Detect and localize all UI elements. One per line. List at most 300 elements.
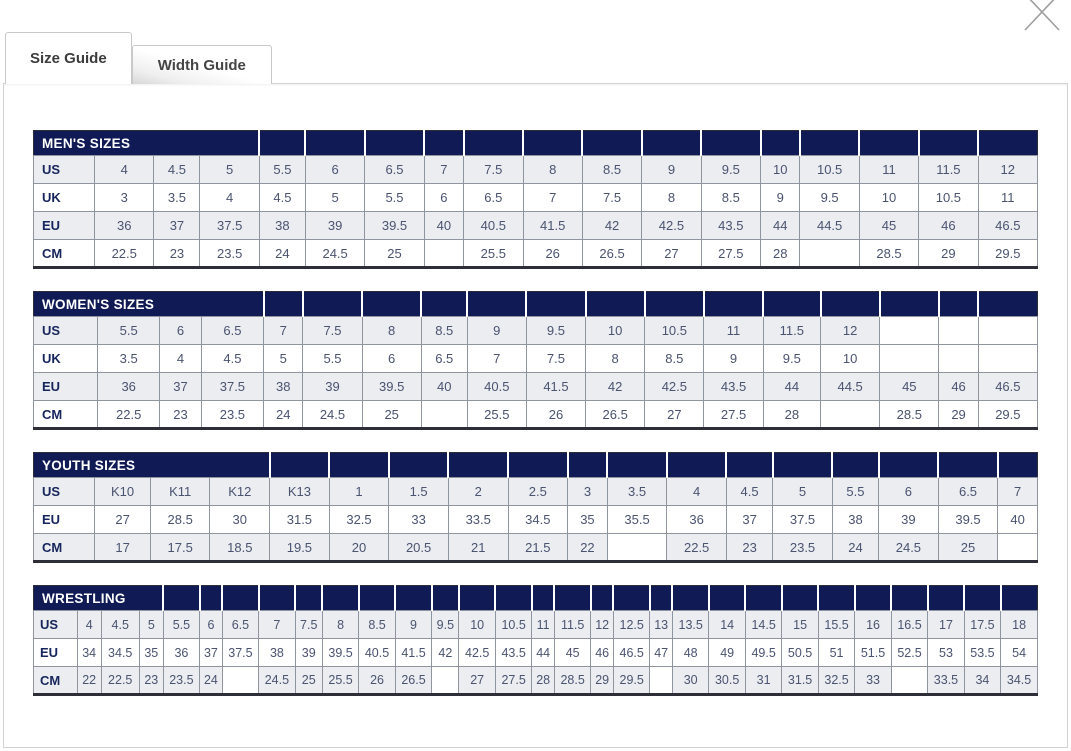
youth-sizes-block bbox=[33, 452, 1038, 563]
header-spacer-cell bbox=[880, 292, 939, 317]
size-cell: 9.5 bbox=[526, 317, 585, 345]
size-cell: 42.5 bbox=[459, 639, 495, 667]
size-cell: 15.5 bbox=[818, 611, 854, 639]
size-cell bbox=[800, 240, 859, 268]
size-cell: 25 bbox=[938, 534, 998, 562]
size-cell: 40.5 bbox=[464, 212, 523, 240]
header-spacer-cell bbox=[891, 586, 927, 611]
header-spacer-cell bbox=[329, 453, 389, 478]
size-cell: 8.5 bbox=[359, 611, 395, 639]
size-cell: 10 bbox=[821, 345, 880, 373]
size-cell: 39.5 bbox=[938, 506, 998, 534]
size-cell: 11.5 bbox=[919, 156, 978, 184]
header-spacer-cell bbox=[978, 131, 1037, 156]
size-cell: 4.5 bbox=[726, 478, 772, 506]
size-cell bbox=[424, 240, 463, 268]
size-cell: 38 bbox=[264, 373, 303, 401]
size-cell: 3.5 bbox=[98, 345, 160, 373]
header-spacer-cell bbox=[607, 453, 667, 478]
size-cell: 22 bbox=[77, 667, 101, 695]
size-cell: 51.5 bbox=[855, 639, 891, 667]
size-cell: 3 bbox=[95, 184, 154, 212]
women-s-sizes-table bbox=[33, 291, 1038, 430]
size-cell: 24.5 bbox=[259, 667, 295, 695]
size-cell bbox=[939, 345, 978, 373]
size-cell: 36 bbox=[98, 373, 160, 401]
size-cell: 25 bbox=[365, 240, 424, 268]
size-cell: 5 bbox=[264, 345, 303, 373]
size-cell: 25.5 bbox=[464, 240, 523, 268]
header-spacer-cell bbox=[745, 586, 781, 611]
size-cell: 7.5 bbox=[464, 156, 523, 184]
row-label-eu: EU bbox=[34, 373, 98, 401]
size-cell: 40.5 bbox=[467, 373, 526, 401]
header-spacer-cell bbox=[879, 453, 939, 478]
size-cell: 5.5 bbox=[303, 345, 362, 373]
size-cell bbox=[821, 401, 880, 429]
size-cell: 30 bbox=[210, 506, 270, 534]
size-cell: 39.5 bbox=[362, 373, 421, 401]
size-cell: 23 bbox=[154, 240, 200, 268]
size-cell: 14.5 bbox=[745, 611, 781, 639]
size-cell: 8 bbox=[586, 345, 645, 373]
size-cell: 25 bbox=[295, 667, 322, 695]
size-cell bbox=[998, 534, 1038, 562]
size-cell: 29.5 bbox=[613, 667, 649, 695]
size-cell: 46.5 bbox=[978, 373, 1037, 401]
size-cell: 37.5 bbox=[773, 506, 833, 534]
size-cell: 44 bbox=[763, 373, 820, 401]
size-cell: 44.5 bbox=[800, 212, 859, 240]
size-cell bbox=[978, 345, 1037, 373]
size-cell: 33.5 bbox=[928, 667, 964, 695]
size-cell: 7 bbox=[467, 345, 526, 373]
men-s-sizes-block bbox=[33, 130, 1038, 269]
header-spacer-cell bbox=[939, 292, 978, 317]
size-cell: 10 bbox=[459, 611, 495, 639]
size-cell: 23.5 bbox=[773, 534, 833, 562]
header-spacer-cell bbox=[222, 586, 258, 611]
table-row-us bbox=[34, 611, 1038, 639]
header-spacer-cell bbox=[964, 586, 1000, 611]
size-cell: 42 bbox=[582, 212, 641, 240]
size-cell: 28 bbox=[761, 240, 800, 268]
header-spacer-cell bbox=[532, 586, 555, 611]
table-row-us bbox=[34, 317, 1038, 345]
close-x-icon bbox=[1015, 0, 1067, 42]
header-spacer-cell bbox=[432, 586, 459, 611]
size-cell: 49.5 bbox=[745, 639, 781, 667]
header-spacer-cell bbox=[773, 453, 833, 478]
size-cell: 32.5 bbox=[818, 667, 854, 695]
size-cell: 12 bbox=[978, 156, 1037, 184]
size-cell: 29 bbox=[591, 667, 614, 695]
tab-size-guide[interactable] bbox=[5, 32, 132, 84]
size-cell: 39 bbox=[879, 506, 939, 534]
size-cell: 9.5 bbox=[800, 184, 859, 212]
size-cell: 45 bbox=[880, 373, 939, 401]
tab-width-guide-label: Width Guide bbox=[157, 56, 246, 74]
size-cell: 37 bbox=[726, 506, 772, 534]
size-cell: 17 bbox=[928, 611, 964, 639]
size-cell: 17.5 bbox=[964, 611, 1000, 639]
size-cell: 20.5 bbox=[389, 534, 449, 562]
size-cell: 46 bbox=[591, 639, 614, 667]
size-cell: 6.5 bbox=[201, 317, 263, 345]
size-cell: 53.5 bbox=[964, 639, 1000, 667]
modal-body bbox=[3, 83, 1068, 748]
size-cell: 11 bbox=[978, 184, 1037, 212]
tab-size-guide-label: Size Guide bbox=[30, 50, 107, 67]
header-spacer-cell bbox=[800, 131, 859, 156]
size-cell: 40 bbox=[998, 506, 1038, 534]
size-cell: 21 bbox=[448, 534, 508, 562]
header-spacer-cell bbox=[448, 453, 508, 478]
size-cell: 23.5 bbox=[201, 401, 263, 429]
size-cell: 45 bbox=[554, 639, 590, 667]
size-cell: 8.5 bbox=[701, 184, 760, 212]
size-cell: 6.5 bbox=[222, 611, 258, 639]
size-cell: 8 bbox=[642, 184, 701, 212]
header-spacer-cell bbox=[919, 131, 978, 156]
size-cell: 39 bbox=[305, 212, 364, 240]
size-cell: 35.5 bbox=[607, 506, 667, 534]
size-cell: 9.5 bbox=[763, 345, 820, 373]
size-cell: 31.5 bbox=[270, 506, 330, 534]
header-spacer-cell bbox=[568, 453, 608, 478]
size-cell: 30 bbox=[672, 667, 708, 695]
close-button[interactable] bbox=[1015, 0, 1067, 42]
header-spacer-cell bbox=[554, 586, 590, 611]
size-cell: 5.5 bbox=[259, 156, 305, 184]
size-cell: 17.5 bbox=[150, 534, 210, 562]
size-cell: 28.5 bbox=[859, 240, 918, 268]
size-cell: 3.5 bbox=[154, 184, 200, 212]
table-row-uk bbox=[34, 345, 1038, 373]
header-spacer-cell bbox=[1001, 586, 1038, 611]
women-s-sizes-title: WOMEN'S SIZES bbox=[34, 292, 264, 317]
header-spacer-cell bbox=[322, 586, 358, 611]
size-cell: 11.5 bbox=[763, 317, 820, 345]
size-cell: 46.5 bbox=[613, 639, 649, 667]
table-row-cm bbox=[34, 534, 1038, 562]
size-cell: 38 bbox=[259, 212, 305, 240]
size-cell: 35 bbox=[139, 639, 163, 667]
header-spacer-cell bbox=[978, 292, 1037, 317]
row-label-us: US bbox=[34, 611, 78, 639]
size-cell: 25.5 bbox=[322, 667, 358, 695]
size-cell: 6 bbox=[305, 156, 364, 184]
size-cell: 30.5 bbox=[709, 667, 745, 695]
size-cell: 26.5 bbox=[395, 667, 431, 695]
size-cell: 9 bbox=[761, 184, 800, 212]
size-tables bbox=[33, 130, 1038, 696]
row-label-us: US bbox=[34, 156, 95, 184]
size-cell: 9.5 bbox=[701, 156, 760, 184]
size-cell: 46.5 bbox=[978, 212, 1037, 240]
size-cell: 40.5 bbox=[359, 639, 395, 667]
women-s-sizes-block bbox=[33, 291, 1038, 430]
table-row-cm bbox=[34, 240, 1038, 268]
size-cell: 4 bbox=[77, 611, 101, 639]
size-cell: 42.5 bbox=[642, 212, 701, 240]
header-spacer-cell bbox=[763, 292, 820, 317]
row-label-uk: UK bbox=[34, 184, 95, 212]
size-cell: 52.5 bbox=[891, 639, 927, 667]
size-cell: 9 bbox=[642, 156, 701, 184]
size-cell: 34.5 bbox=[101, 639, 139, 667]
header-spacer-cell bbox=[163, 586, 199, 611]
size-cell: 7.5 bbox=[303, 317, 362, 345]
size-cell: 7.5 bbox=[295, 611, 322, 639]
size-cell: 3.5 bbox=[607, 478, 667, 506]
size-cell: 43.5 bbox=[701, 212, 760, 240]
size-cell: 28 bbox=[763, 401, 820, 429]
size-cell: 1.5 bbox=[389, 478, 449, 506]
header-spacer-cell bbox=[508, 453, 568, 478]
header-spacer-cell bbox=[928, 586, 964, 611]
wrestling-title: WRESTLING bbox=[34, 586, 164, 611]
size-cell: 4 bbox=[160, 345, 201, 373]
header-spacer-cell bbox=[667, 453, 727, 478]
size-cell: 5.5 bbox=[98, 317, 160, 345]
size-cell: 42 bbox=[432, 639, 459, 667]
men-s-sizes-table bbox=[33, 130, 1038, 269]
size-cell: 9 bbox=[395, 611, 431, 639]
size-cell bbox=[880, 345, 939, 373]
size-cell: 27.5 bbox=[704, 401, 763, 429]
size-cell: 23 bbox=[139, 667, 163, 695]
size-cell: 10 bbox=[761, 156, 800, 184]
size-cell: 22.5 bbox=[667, 534, 727, 562]
size-cell: 37 bbox=[154, 212, 200, 240]
size-cell: 27.5 bbox=[495, 667, 531, 695]
header-spacer-cell bbox=[464, 131, 523, 156]
row-label-cm: CM bbox=[34, 534, 95, 562]
size-cell: 6.5 bbox=[365, 156, 424, 184]
size-cell: 10 bbox=[859, 184, 918, 212]
header-spacer-cell bbox=[704, 292, 763, 317]
size-cell: 42 bbox=[586, 373, 645, 401]
size-cell: 24.5 bbox=[879, 534, 939, 562]
size-cell: 21.5 bbox=[508, 534, 568, 562]
size-cell: 12.5 bbox=[613, 611, 649, 639]
size-cell: 7.5 bbox=[582, 184, 641, 212]
size-cell: 26.5 bbox=[586, 401, 645, 429]
header-spacer-cell bbox=[526, 292, 585, 317]
size-cell: 7 bbox=[523, 184, 582, 212]
size-cell: 44 bbox=[761, 212, 800, 240]
size-cell: 41.5 bbox=[523, 212, 582, 240]
size-cell: 5.5 bbox=[365, 184, 424, 212]
tab-bar bbox=[5, 32, 272, 84]
table-row-us bbox=[34, 156, 1038, 184]
header-spacer-cell bbox=[424, 131, 463, 156]
size-cell: 9 bbox=[704, 345, 763, 373]
size-cell: 24.5 bbox=[305, 240, 364, 268]
size-cell: 54 bbox=[1001, 639, 1038, 667]
size-cell: 25.5 bbox=[467, 401, 526, 429]
size-cell: 5 bbox=[200, 156, 259, 184]
size-cell: 35 bbox=[568, 506, 608, 534]
size-cell: 37 bbox=[160, 373, 201, 401]
size-cell bbox=[880, 317, 939, 345]
row-label-cm: CM bbox=[34, 401, 98, 429]
header-spacer-cell bbox=[709, 586, 745, 611]
size-cell: 37.5 bbox=[200, 212, 259, 240]
size-cell: 5.5 bbox=[832, 478, 878, 506]
size-cell: 37.5 bbox=[201, 373, 263, 401]
size-cell: 8 bbox=[362, 317, 421, 345]
header-spacer-cell bbox=[672, 586, 708, 611]
header-spacer-cell bbox=[855, 586, 891, 611]
size-cell: 51 bbox=[818, 639, 854, 667]
size-cell: 11 bbox=[859, 156, 918, 184]
youth-sizes-title: YOUTH SIZES bbox=[34, 453, 270, 478]
size-cell: 26 bbox=[526, 401, 585, 429]
header-spacer-cell bbox=[295, 586, 322, 611]
size-cell: 46 bbox=[939, 373, 978, 401]
table-row-uk bbox=[34, 184, 1038, 212]
size-cell bbox=[607, 534, 667, 562]
header-spacer-cell bbox=[495, 586, 531, 611]
header-spacer-cell bbox=[305, 131, 364, 156]
size-cell: 8.5 bbox=[582, 156, 641, 184]
size-cell: 2 bbox=[448, 478, 508, 506]
size-cell: 32.5 bbox=[329, 506, 389, 534]
size-cell: 22 bbox=[568, 534, 608, 562]
size-cell: 13.5 bbox=[672, 611, 708, 639]
size-cell: 4 bbox=[95, 156, 154, 184]
size-cell: 12 bbox=[821, 317, 880, 345]
size-cell: 47 bbox=[650, 639, 673, 667]
header-spacer-cell bbox=[832, 453, 878, 478]
size-cell: 28.5 bbox=[150, 506, 210, 534]
header-spacer-cell bbox=[259, 131, 305, 156]
size-cell: 8 bbox=[523, 156, 582, 184]
table-row-eu bbox=[34, 639, 1038, 667]
size-cell: 10.5 bbox=[645, 317, 704, 345]
size-cell: 39.5 bbox=[322, 639, 358, 667]
wrestling-table bbox=[33, 585, 1038, 696]
header-spacer-cell bbox=[761, 131, 800, 156]
size-cell: 24 bbox=[264, 401, 303, 429]
size-cell: 6.5 bbox=[938, 478, 998, 506]
size-cell: 11 bbox=[704, 317, 763, 345]
size-cell: 33.5 bbox=[448, 506, 508, 534]
size-cell: 22.5 bbox=[98, 401, 160, 429]
row-label-eu: EU bbox=[34, 639, 78, 667]
size-cell: 33 bbox=[389, 506, 449, 534]
size-cell: 26 bbox=[523, 240, 582, 268]
size-cell: 6 bbox=[424, 184, 463, 212]
size-cell bbox=[891, 667, 927, 695]
size-cell: 43.5 bbox=[495, 639, 531, 667]
row-label-cm: CM bbox=[34, 667, 78, 695]
size-cell: 40 bbox=[424, 212, 463, 240]
size-cell: K10 bbox=[95, 478, 151, 506]
size-cell: 24.5 bbox=[303, 401, 362, 429]
size-cell: 14 bbox=[709, 611, 745, 639]
header-spacer-cell bbox=[938, 453, 998, 478]
size-cell: 6 bbox=[362, 345, 421, 373]
size-cell: 17 bbox=[95, 534, 151, 562]
row-label-eu: EU bbox=[34, 212, 95, 240]
size-cell: 4.5 bbox=[101, 611, 139, 639]
header-spacer-cell bbox=[200, 586, 223, 611]
size-cell: 10 bbox=[586, 317, 645, 345]
size-cell: 40 bbox=[421, 373, 467, 401]
size-cell: 27 bbox=[645, 401, 704, 429]
size-cell: 13 bbox=[650, 611, 673, 639]
size-cell: 50.5 bbox=[782, 639, 818, 667]
header-spacer-cell bbox=[613, 586, 649, 611]
size-cell: 8.5 bbox=[645, 345, 704, 373]
size-cell: 7 bbox=[259, 611, 295, 639]
size-cell: 10.5 bbox=[919, 184, 978, 212]
header-spacer-cell bbox=[303, 292, 362, 317]
size-cell: 15 bbox=[782, 611, 818, 639]
size-cell: 7 bbox=[998, 478, 1038, 506]
size-cell: 29.5 bbox=[978, 240, 1037, 268]
size-cell: 36 bbox=[163, 639, 199, 667]
size-cell: 5 bbox=[773, 478, 833, 506]
size-cell: 22.5 bbox=[95, 240, 154, 268]
header-spacer-cell bbox=[264, 292, 303, 317]
header-spacer-cell bbox=[359, 586, 395, 611]
size-cell: 7 bbox=[424, 156, 463, 184]
header-spacer-cell bbox=[395, 586, 431, 611]
header-spacer-cell bbox=[782, 586, 818, 611]
size-cell bbox=[978, 317, 1037, 345]
size-cell: 9.5 bbox=[432, 611, 459, 639]
size-cell: 16.5 bbox=[891, 611, 927, 639]
header-spacer-cell bbox=[859, 131, 918, 156]
size-cell: 44.5 bbox=[821, 373, 880, 401]
tab-width-guide[interactable] bbox=[132, 45, 272, 84]
size-cell: 41.5 bbox=[526, 373, 585, 401]
size-cell: 11.5 bbox=[554, 611, 590, 639]
header-spacer-cell bbox=[389, 453, 449, 478]
size-cell: 36 bbox=[95, 212, 154, 240]
size-cell: 19.5 bbox=[270, 534, 330, 562]
size-cell: 8 bbox=[322, 611, 358, 639]
header-spacer-cell bbox=[650, 586, 673, 611]
header-spacer-cell bbox=[270, 453, 330, 478]
size-cell: 16 bbox=[855, 611, 891, 639]
size-cell: 36 bbox=[667, 506, 727, 534]
size-cell: 10.5 bbox=[800, 156, 859, 184]
size-cell: 28 bbox=[532, 667, 555, 695]
size-cell: 1 bbox=[329, 478, 389, 506]
header-spacer-cell bbox=[582, 131, 641, 156]
size-cell: 8.5 bbox=[421, 317, 467, 345]
size-cell: 29 bbox=[939, 401, 978, 429]
size-cell bbox=[432, 667, 459, 695]
header-spacer-cell bbox=[726, 453, 772, 478]
size-cell: 7.5 bbox=[526, 345, 585, 373]
size-cell: 3 bbox=[568, 478, 608, 506]
size-cell: 4.5 bbox=[201, 345, 263, 373]
header-spacer-cell bbox=[998, 453, 1038, 478]
size-cell: K11 bbox=[150, 478, 210, 506]
size-cell: 48 bbox=[672, 639, 708, 667]
size-cell: 4.5 bbox=[259, 184, 305, 212]
header-spacer-cell bbox=[459, 586, 495, 611]
size-cell: 5 bbox=[305, 184, 364, 212]
row-label-uk: UK bbox=[34, 345, 98, 373]
size-cell: 23 bbox=[726, 534, 772, 562]
